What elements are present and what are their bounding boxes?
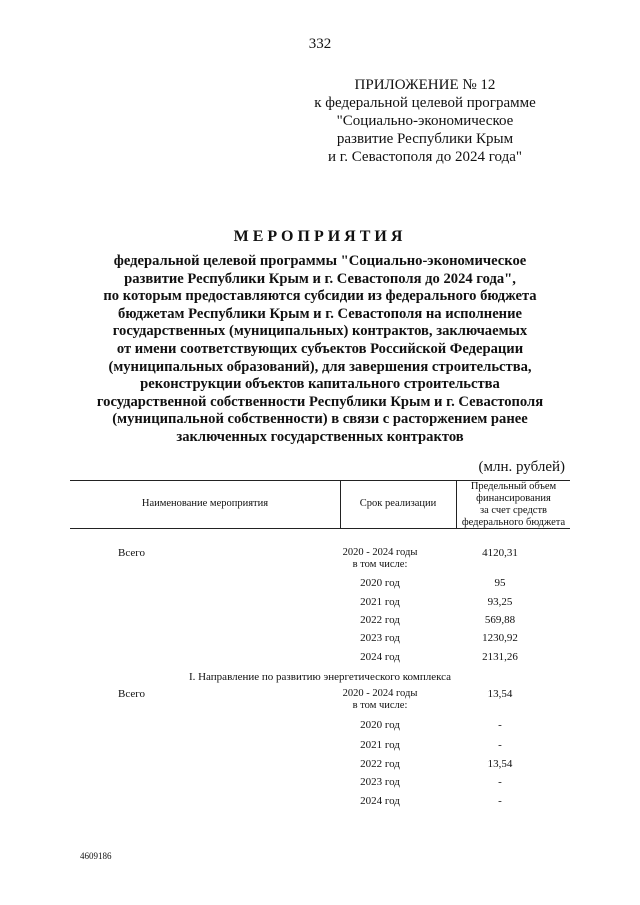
column-header-period: Срок реализации xyxy=(340,481,457,528)
appendix-line: ПРИЛОЖЕНИЕ № 12 xyxy=(354,77,496,93)
table-row-value: 1230,92 xyxy=(482,632,518,644)
subtitle-line: от имени соответствующих субъектов Российской Федерации xyxy=(116,340,524,357)
total-period-range: 2020 - 2024 годы xyxy=(342,547,418,558)
table-row-value: 2131,26 xyxy=(482,651,518,663)
table-row-period: 2023 год xyxy=(360,632,400,644)
table-row-value: 13,54 xyxy=(487,758,513,770)
column-header-name: Наименование мероприятия xyxy=(70,481,341,528)
table-row-value: - xyxy=(498,739,502,751)
appendix-line: "Социально-экономическое xyxy=(336,113,514,129)
document-subtitle xyxy=(60,253,580,447)
column-header-volume-line: Предельный объем xyxy=(470,480,557,492)
table-row-period: 2022 год xyxy=(360,614,400,626)
subtitle-line: по которым предоставляются субсидии из федерального бюджета xyxy=(103,288,537,305)
subtitle-line: реконструкции объектов капитального строительства xyxy=(140,376,500,393)
subtitle-line: развитие Республики Крым и г. Севастополя до 2024 года", xyxy=(124,270,516,287)
table-row-period: 2021 год xyxy=(360,739,400,751)
section-total-value: 13,54 xyxy=(487,688,513,700)
column-header-volume-line: федерального бюджета xyxy=(461,516,566,528)
document-heading: МЕРОПРИЯТИЯ xyxy=(233,228,407,245)
subtitle-line: федеральной целевой программы "Социально-экономическое xyxy=(113,253,527,269)
total-label: Всего xyxy=(118,547,145,559)
appendix-line: развитие Республики Крым xyxy=(336,131,514,147)
table-row-period: 2024 год xyxy=(360,795,400,807)
table-header xyxy=(70,480,570,529)
subtitle-line: государственных (муниципальных) контрактов, заключаемых xyxy=(112,323,528,340)
column-header-volume-line: финансирования xyxy=(476,492,551,504)
subtitle-line: заключенных государственных контрактов xyxy=(176,428,464,445)
table-row-period: 2022 год xyxy=(360,758,400,770)
subtitle-line: (муниципальной собственности) в связи с расторжением ранее xyxy=(112,411,528,428)
table-row-period: 2024 год xyxy=(360,651,400,663)
appendix-line: к федеральной целевой программе xyxy=(314,95,536,111)
document-code: 4609186 xyxy=(80,851,112,861)
table-row-value: - xyxy=(498,795,502,807)
section-total-label: Всего xyxy=(118,688,145,700)
table-row-period: 2020 год xyxy=(360,719,400,731)
appendix-line: и г. Севастополя до 2024 года" xyxy=(328,149,522,165)
column-header-volume-line: за счет средств xyxy=(479,504,548,516)
subtitle-line: бюджетам Республики Крым и г. Севастополя на исполнение xyxy=(118,305,522,322)
table-row-period: 2020 год xyxy=(360,577,400,589)
table-row-value: - xyxy=(498,776,502,788)
section-title: I. Направление по развитию энергетического комплекса xyxy=(188,671,452,683)
table-row-value: - xyxy=(498,719,502,731)
table-row-value: 95 xyxy=(494,577,506,589)
column-header-volume xyxy=(457,481,570,528)
appendix-note xyxy=(290,76,560,166)
units-label: (млн. рублей) xyxy=(478,459,565,475)
total-period-sub: в том числе: xyxy=(352,559,408,570)
section-period-range: 2020 - 2024 годы xyxy=(342,688,418,699)
table-row-period: 2023 год xyxy=(360,776,400,788)
total-value: 4120,31 xyxy=(482,547,518,559)
table-row-period: 2021 год xyxy=(360,596,400,608)
subtitle-line: (муниципальных образований), для завершения строительства, xyxy=(108,358,532,375)
table-row-value: 93,25 xyxy=(487,596,513,608)
table-row-value: 569,88 xyxy=(484,614,516,626)
section-total-period xyxy=(330,688,430,712)
subtitle-line: государственной собственности Республики Крым и г. Севастополя xyxy=(96,393,544,410)
total-period xyxy=(330,547,430,571)
page-number: 332 xyxy=(308,36,332,52)
section-period-sub: в том числе: xyxy=(352,700,408,711)
